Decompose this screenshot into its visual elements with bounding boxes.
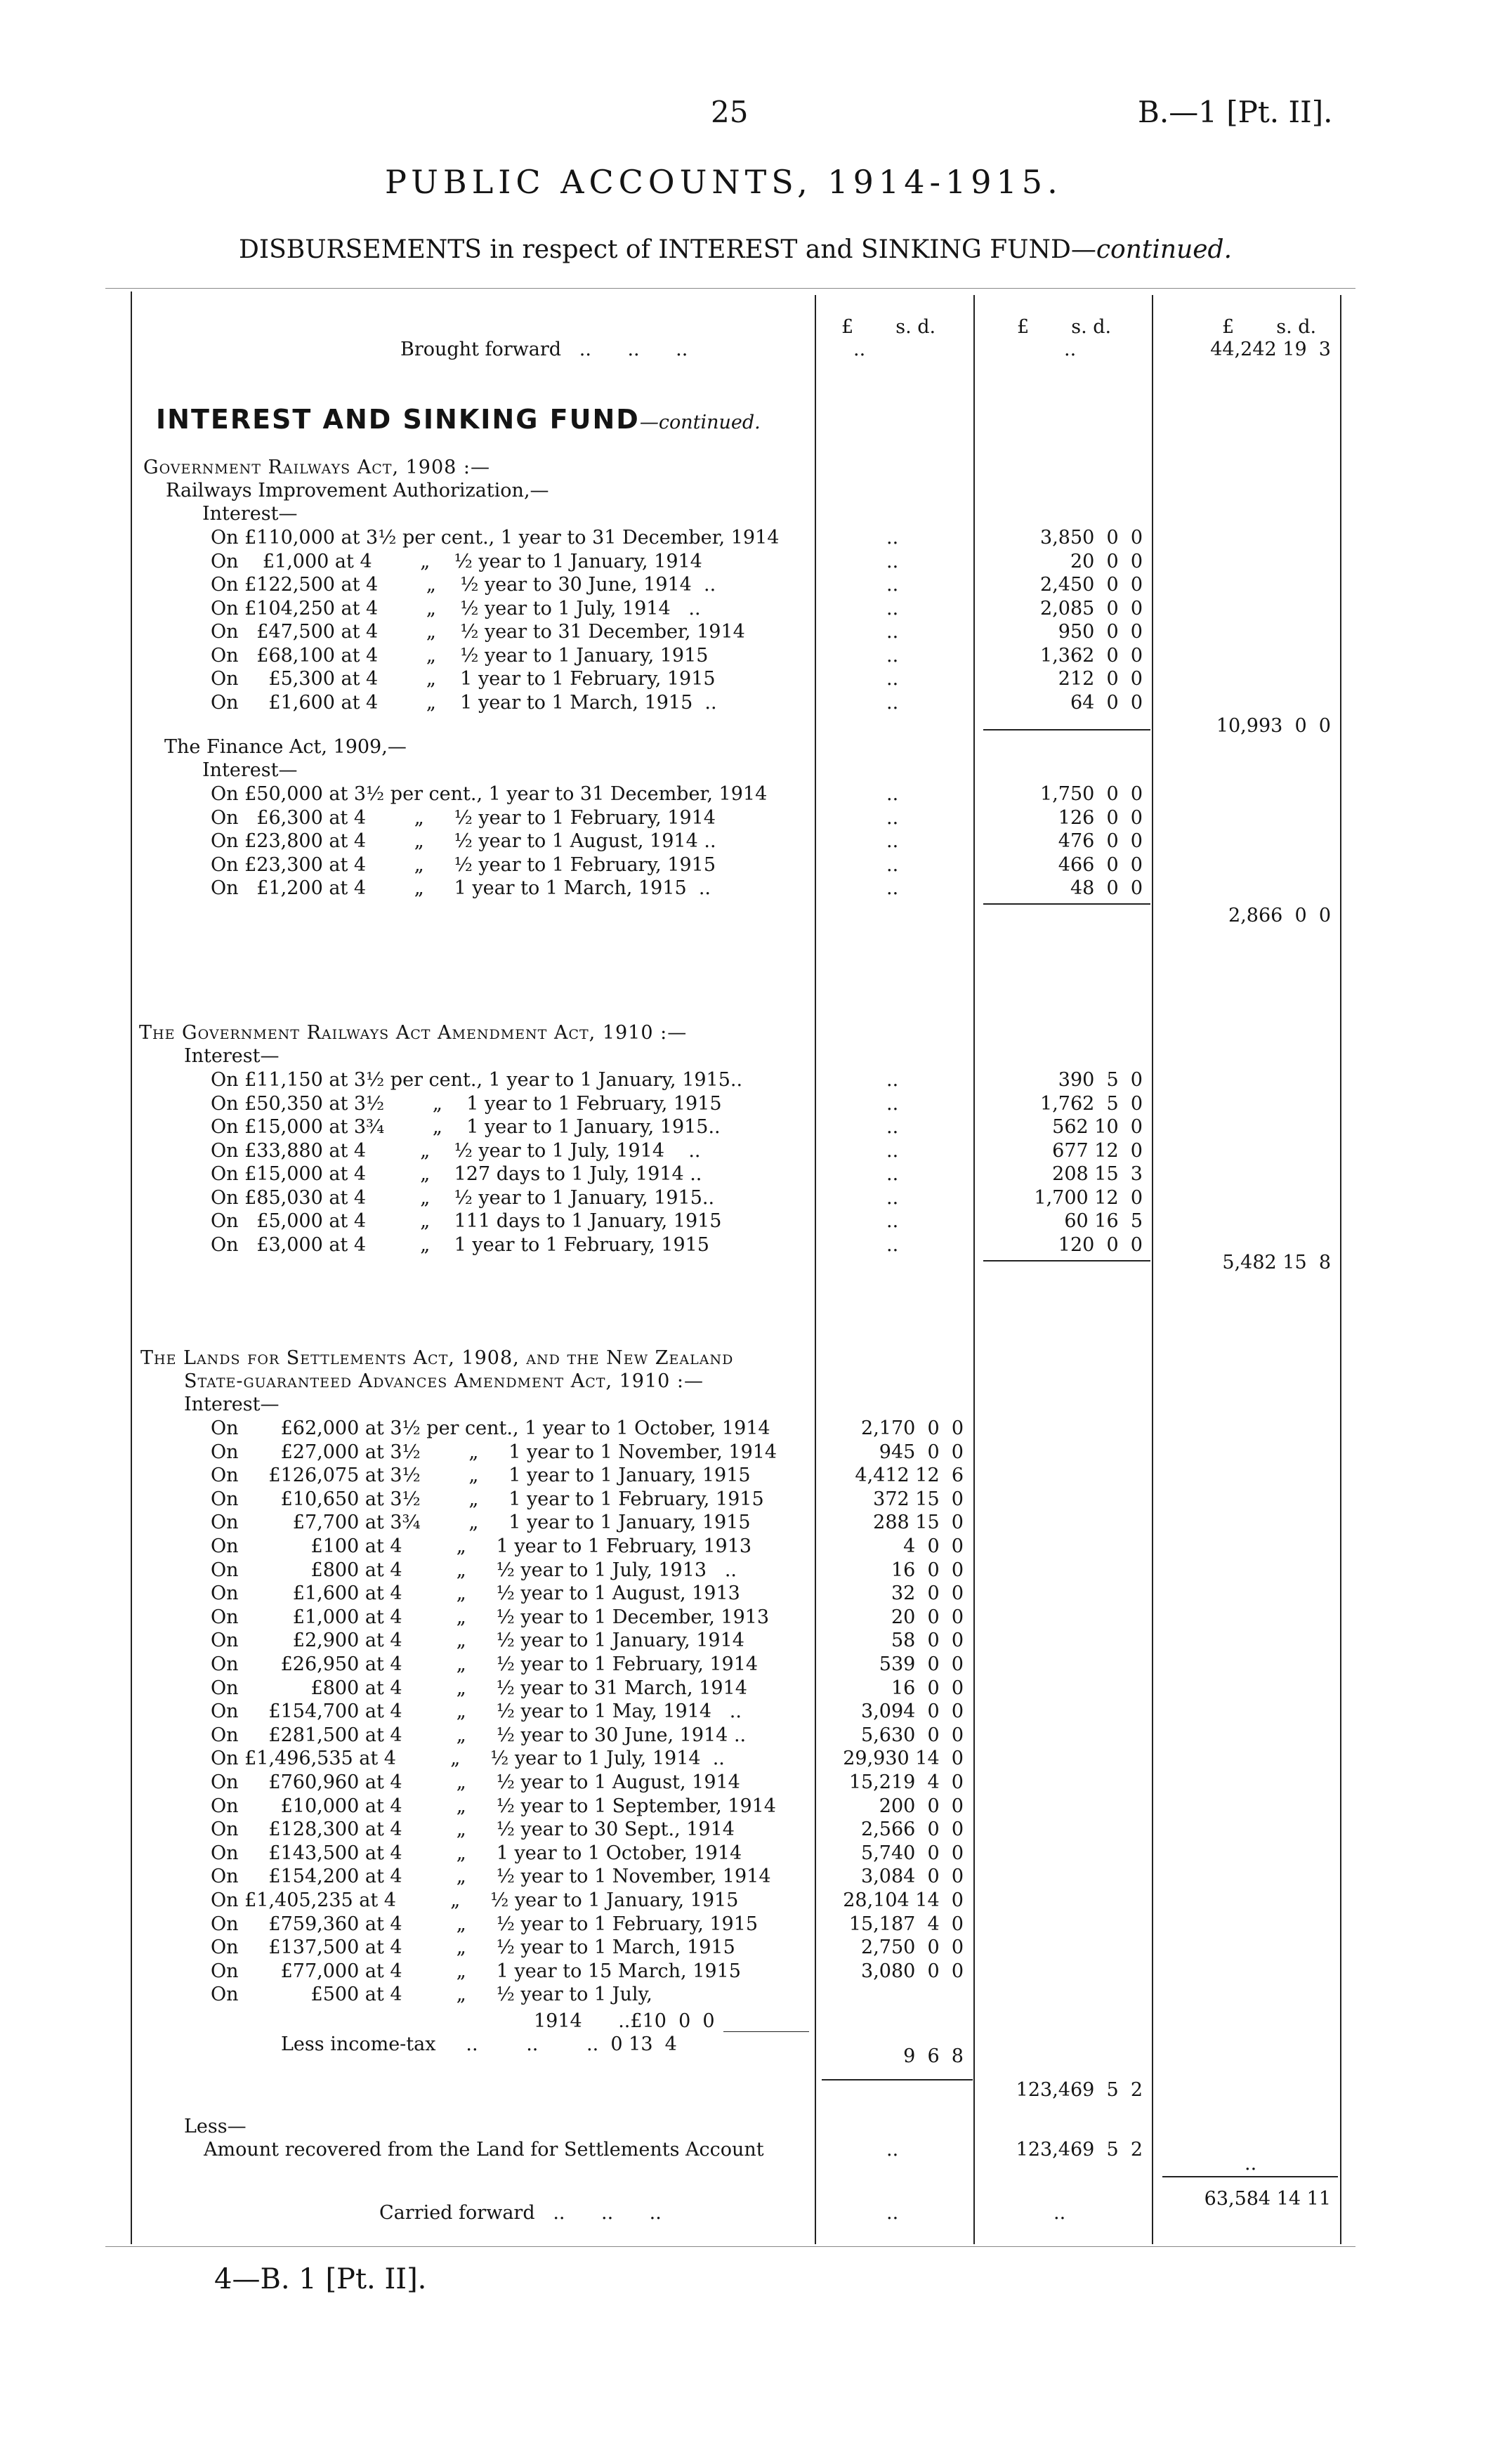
section1-total-rule [983, 729, 1150, 730]
brought-forward-c3: 44,242 19 3 [1210, 339, 1331, 360]
row-amount-col1: .. [886, 1186, 899, 1209]
row-amount-col2: 1,700 12 0 [1034, 1186, 1143, 1209]
row-description: On £154,700 at 4 „ ½ year to 1 May, 1914 .. [211, 1700, 742, 1723]
row-description: On £154,200 at 4 „ ½ year to 1 November, 1914 [211, 1866, 771, 1888]
section1-subtitle: Railways Improvement Authorization,— [166, 480, 549, 502]
section3-total: 5,482 15 8 [1222, 1252, 1331, 1273]
subtitle-main: DISBURSEMENTS in respect of INTEREST and SINKING FUND— [239, 235, 1096, 264]
row-description: On £760,960 at 4 „ ½ year to 1 August, 1914 [211, 1771, 740, 1793]
row-amount-col2: 208 15 3 [1052, 1163, 1143, 1185]
section4-less-tax-net: 9 6 8 [903, 2045, 964, 2067]
row-amount-col1: .. [886, 574, 899, 596]
row-amount-col1: 29,930 14 0 [843, 1748, 964, 1770]
section-heading [156, 404, 761, 435]
table-left-border [131, 291, 132, 2244]
row-amount-col2: 1,362 0 0 [1040, 644, 1143, 667]
section4-title-line2: State-guaranteed Advances Amendment Act, 1910 :— [184, 1370, 704, 1392]
row-amount-col2: 1,750 0 0 [1040, 783, 1143, 805]
row-description: On £62,000 at 3½ per cent., 1 year to 1 October, 1914 [211, 1417, 770, 1439]
row-amount-col1: 20 0 0 [891, 1606, 964, 1628]
row-description: On £128,300 at 4 „ ½ year to 30 Sept., 1914 [211, 1818, 735, 1841]
row-amount-col1: .. [886, 853, 899, 876]
row-amount-col1: 2,170 0 0 [861, 1417, 964, 1439]
row-description: On £6,300 at 4 „ ½ year to 1 February, 1914 [211, 806, 716, 829]
row-description: On £1,000 at 4 „ ½ year to 1 January, 1914 [211, 550, 702, 572]
table-bottom-rule [105, 2246, 1355, 2247]
row-amount-col2: 64 0 0 [1070, 691, 1143, 714]
row-description: On £10,000 at 4 „ ½ year to 1 September, 1914 [211, 1795, 776, 1817]
row-description: On £50,000 at 3½ per cent., 1 year to 31 December, 1914 [211, 783, 768, 805]
subtitle-italic: continued. [1096, 235, 1233, 264]
row-amount-col2: 476 0 0 [1058, 830, 1143, 852]
less-label: Less— [184, 2116, 247, 2137]
row-description: On £1,600 at 4 „ ½ year to 1 August, 1913 [211, 1582, 740, 1605]
section1-interest: Interest— [202, 503, 298, 525]
col-header-1: £ s. d. [841, 316, 936, 338]
row-amount-col1: 3,094 0 0 [861, 1700, 964, 1723]
row-amount-col1: 3,084 0 0 [861, 1866, 964, 1888]
section2-interest: Interest— [202, 759, 298, 781]
row-amount-col2: 20 0 0 [1070, 550, 1143, 572]
row-amount-col2: 390 5 0 [1058, 1069, 1143, 1091]
row-amount-col1: .. [886, 1069, 899, 1091]
section-heading-suffix: —continued. [639, 412, 761, 433]
row-amount-col1: 16 0 0 [891, 1559, 964, 1581]
row-description: On £26,950 at 4 „ ½ year to 1 February, 1914 [211, 1653, 759, 1675]
section1-total: 10,993 0 0 [1216, 715, 1331, 737]
row-amount-col1: .. [886, 1233, 899, 1256]
row-description: On £3,000 at 4 „ 1 year to 1 February, 1915 [211, 1233, 709, 1256]
section4-title-line1: The Lands for Settlements Act, 1908, and the New Zealand [140, 1347, 734, 1369]
row-description: On £68,100 at 4 „ ½ year to 1 January, 1915 [211, 644, 709, 667]
less-desc: Amount recovered from the Land for Settlements Account [204, 2139, 764, 2161]
row-amount-col1: 2,566 0 0 [861, 1818, 964, 1841]
row-description: On £11,150 at 3½ per cent., 1 year to 1 January, 1915.. [211, 1069, 743, 1091]
row-amount-col1: .. [886, 783, 899, 805]
row-amount-col1: 28,104 14 0 [843, 1889, 964, 1911]
carried-forward-c2: .. [1053, 2202, 1066, 2224]
row-amount-col1: .. [886, 550, 899, 572]
row-description: On £800 at 4 „ ½ year to 31 March, 1914 [211, 1677, 747, 1699]
row-description: On £100 at 4 „ 1 year to 1 February, 1913 [211, 1535, 752, 1557]
row-amount-col1: 15,187 4 0 [848, 1913, 964, 1935]
col-header-2: £ s. d. [1017, 316, 1112, 338]
row-description: On £1,600 at 4 „ 1 year to 1 March, 1915 .. [211, 691, 717, 714]
row-description: On £15,000 at 3¾ „ 1 year to 1 January, 1915.. [211, 1116, 721, 1138]
section2-total-rule [983, 903, 1150, 905]
less-c3: .. [1245, 2153, 1257, 2175]
brought-forward-c2: .. [1064, 339, 1077, 360]
row-description: On £5,300 at 4 „ 1 year to 1 February, 1915 [211, 668, 716, 690]
row-amount-col2: 48 0 0 [1070, 877, 1143, 899]
page-subtitle [239, 235, 1232, 264]
row-description: On £122,500 at 4 „ ½ year to 30 June, 1914 .. [211, 574, 716, 596]
carried-forward-c1: .. [886, 2202, 899, 2224]
section4-subtotal-rule [822, 2079, 973, 2080]
row-amount-col2: 677 12 0 [1052, 1139, 1143, 1162]
section3-interest: Interest— [184, 1045, 280, 1067]
page-footer: 4—B. 1 [Pt. II]. [214, 2263, 427, 2295]
section4-less-tax-rule [723, 2031, 809, 2032]
page-reference: B.—1 [Pt. II]. [1138, 95, 1333, 129]
row-description: On £50,350 at 3½ „ 1 year to 1 February, 1915 [211, 1092, 722, 1115]
page-title: PUBLIC ACCOUNTS, 1914-1915. [385, 163, 1063, 201]
carried-forward-label: Carried forward .. .. .. [379, 2202, 662, 2224]
row-amount-col1: 2,750 0 0 [861, 1937, 964, 1959]
carried-forward-c3: 63,584 14 11 [1204, 2188, 1331, 2210]
row-description: On £800 at 4 „ ½ year to 1 July, 1913 .. [211, 1559, 737, 1581]
row-amount-col1: .. [886, 806, 899, 829]
row-amount-col1: 5,630 0 0 [861, 1724, 964, 1746]
row-amount-col1: .. [886, 668, 899, 690]
row-description: On £1,496,535 at 4 „ ½ year to 1 July, 1914 .. [211, 1748, 725, 1770]
col-divider-3 [1152, 295, 1153, 2244]
page-number: 25 [711, 95, 749, 129]
row-amount-col1: .. [886, 830, 899, 852]
row-description: On £27,000 at 3½ „ 1 year to 1 November, 1914 [211, 1441, 777, 1463]
row-amount-col1: 32 0 0 [891, 1582, 964, 1605]
row-description: On £23,300 at 4 „ ½ year to 1 February, 1915 [211, 853, 716, 876]
row-amount-col1: 5,740 0 0 [861, 1842, 964, 1864]
row-amount-col1: 539 0 0 [879, 1653, 964, 1675]
row-description: On £5,000 at 4 „ 111 days to 1 January, 1915 [211, 1210, 722, 1232]
col-header-3: £ s. d. [1222, 316, 1317, 338]
row-amount-col1: 4,412 12 6 [855, 1464, 964, 1487]
row-amount-col1: .. [886, 1210, 899, 1232]
col-divider-2 [973, 295, 975, 2244]
table-top-rule [105, 288, 1355, 289]
row-amount-col1: .. [886, 527, 899, 549]
row-amount-col1: 4 0 0 [903, 1535, 964, 1557]
section1-title: Government Railways Act, 1908 :— [143, 457, 490, 478]
brought-forward-c1: .. [853, 339, 866, 360]
row-amount-col2: 3,850 0 0 [1040, 527, 1143, 549]
row-description: On £15,000 at 4 „ 127 days to 1 July, 1914 .. [211, 1163, 702, 1185]
row-amount-col2: 120 0 0 [1058, 1233, 1143, 1256]
brought-forward-label: Brought forward .. .. .. [400, 339, 688, 360]
row-amount-col2: 950 0 0 [1058, 621, 1143, 643]
row-amount-col1: .. [886, 877, 899, 899]
row-description: On £500 at 4 „ ½ year to 1 July, [211, 1984, 652, 2006]
section2-total: 2,866 0 0 [1228, 905, 1331, 926]
row-description: On £2,900 at 4 „ ½ year to 1 January, 1914 [211, 1630, 744, 1652]
row-description: On £77,000 at 4 „ 1 year to 15 March, 1915 [211, 1960, 741, 1982]
section4-subtotal: 123,469 5 2 [1016, 2079, 1143, 2101]
row-amount-col1: 200 0 0 [879, 1795, 964, 1817]
row-amount-col1: 3,080 0 0 [861, 1960, 964, 1982]
row-description: On £281,500 at 4 „ ½ year to 30 June, 1914 .. [211, 1724, 747, 1746]
row-description: On £104,250 at 4 „ ½ year to 1 July, 1914 .. [211, 597, 701, 620]
section2-title: The Finance Act, 1909,— [164, 736, 407, 758]
less-c2: 123,469 5 2 [1016, 2139, 1143, 2161]
row-description: On £33,880 at 4 „ ½ year to 1 July, 1914 .. [211, 1139, 701, 1162]
col-divider-1 [815, 295, 816, 2244]
row-description: On £47,500 at 4 „ ½ year to 31 December, 1914 [211, 621, 745, 643]
row-description: On £126,075 at 3½ „ 1 year to 1 January, 1915 [211, 1464, 751, 1487]
row-description: On £23,800 at 4 „ ½ year to 1 August, 1914 .. [211, 830, 716, 852]
row-description: On £10,650 at 3½ „ 1 year to 1 February, 1915 [211, 1488, 764, 1510]
row-amount-col1: .. [886, 597, 899, 620]
row-amount-col2: 212 0 0 [1058, 668, 1143, 690]
row-amount-col2: 60 16 5 [1064, 1210, 1143, 1232]
less-total-rule [1162, 2176, 1338, 2177]
row-amount-col1: 15,219 4 0 [848, 1771, 964, 1793]
row-amount-col1: .. [886, 644, 899, 667]
row-description: On £143,500 at 4 „ 1 year to 1 October, 1914 [211, 1842, 742, 1864]
row-amount-col2: 1,762 5 0 [1040, 1092, 1143, 1115]
row-amount-col1: .. [886, 1139, 899, 1162]
row-description: On £137,500 at 4 „ ½ year to 1 March, 1915 [211, 1937, 735, 1959]
row-amount-col2: 2,450 0 0 [1040, 574, 1143, 596]
less-c1: .. [886, 2139, 899, 2161]
section4-july-line: 1914 ..£10 0 0 [534, 2010, 715, 2032]
row-description: On £85,030 at 4 „ ½ year to 1 January, 1915.. [211, 1186, 715, 1209]
row-amount-col1: 945 0 0 [879, 1441, 964, 1463]
row-amount-col1: .. [886, 1163, 899, 1185]
section4-less-tax: Less income-tax .. .. .. 0 13 4 [281, 2033, 677, 2055]
row-amount-col1: 288 15 0 [873, 1512, 964, 1534]
row-amount-col2: 562 10 0 [1052, 1116, 1143, 1138]
row-amount-col2: 126 0 0 [1058, 806, 1143, 829]
row-amount-col1: 58 0 0 [891, 1630, 964, 1652]
section-heading-main: INTEREST AND SINKING FUND [156, 404, 640, 435]
row-amount-col1: .. [886, 1092, 899, 1115]
row-amount-col1: .. [886, 621, 899, 643]
row-description: On £759,360 at 4 „ ½ year to 1 February, 1915 [211, 1913, 759, 1935]
section4-interest: Interest— [184, 1394, 280, 1415]
row-amount-col1: 16 0 0 [891, 1677, 964, 1699]
row-amount-col2: 466 0 0 [1058, 853, 1143, 876]
row-amount-col2: 2,085 0 0 [1040, 597, 1143, 620]
row-amount-col1: 372 15 0 [873, 1488, 964, 1510]
row-description: On £1,000 at 4 „ ½ year to 1 December, 1913 [211, 1606, 770, 1628]
row-description: On £7,700 at 3¾ „ 1 year to 1 January, 1915 [211, 1512, 751, 1534]
row-description: On £110,000 at 3½ per cent., 1 year to 31 December, 1914 [211, 527, 780, 549]
section3-total-rule [983, 1260, 1150, 1262]
col-divider-4 [1340, 295, 1341, 2244]
row-amount-col1: .. [886, 1116, 899, 1138]
row-amount-col1: .. [886, 691, 899, 714]
row-description: On £1,405,235 at 4 „ ½ year to 1 January, 1915 [211, 1889, 739, 1911]
section3-title: The Government Railways Act Amendment Act, 1910 :— [139, 1022, 688, 1044]
row-description: On £1,200 at 4 „ 1 year to 1 March, 1915 .. [211, 877, 711, 899]
